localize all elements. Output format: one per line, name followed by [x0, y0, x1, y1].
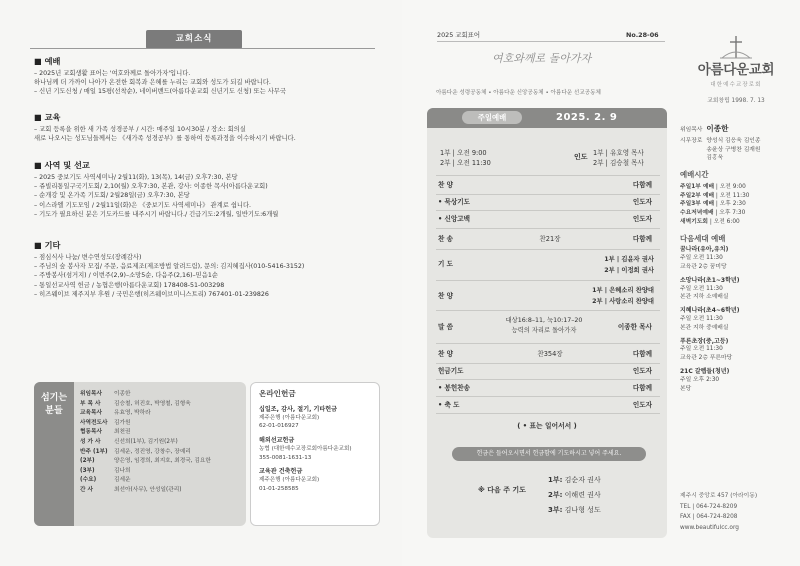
divider [436, 396, 660, 397]
news-line: 하나님께 더 가까이 나아가 온전한 회복과 은혜를 누리는 교회와 성도가 되길 바랍니다. [34, 78, 271, 86]
offering-notice: 헌금은 들어오시면서 헌금함에 기도하시고 넣어 주세요. [452, 447, 646, 461]
section-title: ■ 사역 및 선교 [34, 160, 90, 170]
address: 제주시 중앙로 457 (아라이동) [680, 493, 758, 499]
service-row: 새벽기도회 | 오전 6:00 [680, 219, 740, 225]
staff-row: 성 가 사 신선희(1부), 김기원(2부) [80, 438, 178, 445]
divider [436, 280, 660, 281]
service-leaders: 1부 | 유호영 목사 2부 | 김승철 목사 [593, 149, 644, 167]
list-item: 2부: 이해련 권사 [548, 491, 601, 499]
divider [436, 175, 660, 176]
prayer-leaders: 1부 | 김윤자 권사 2부 | 이정희 권사 [604, 256, 654, 274]
choir-list: 1부 | 은혜소리 찬양대 2부 | 사랑소리 찬양대 [592, 287, 654, 305]
news-line: – 이스라엘 기도모임 / 2월11일(화)은 《중보기도 사역세미나》 관계로 쉽니다. [34, 201, 252, 209]
next-gen-item: 지혜나라(초4~6학년) 주일 오전 11:30 본관 지하 중예배실 [680, 307, 740, 331]
staff-row: 반주 (1부) 김세운, 정진영, 강창수, 장예리 [80, 448, 191, 455]
leader-label: 인도 [574, 153, 588, 161]
service-times-title: 예배시간 [680, 170, 709, 180]
worship-date: 2025. 2. 9 [556, 112, 618, 123]
next-gen-item: 21C 갈렙들(청년) 주일 오후 2:30 본당 [680, 367, 730, 392]
standing-note: ( • 표는 일어서서 ) [517, 422, 577, 430]
slogan: 여호와께로 돌아가자 [492, 52, 592, 65]
news-line: – 신년 기도신청 / 매일 15평(선착순), 네이버밴드(아름다운교회 신년기도 신청) 또는 사무국 [34, 88, 286, 96]
news-line: – 주님의 숲 봉사자 모집/ 주문, 음료제조(제조방법 알려드림), 문의: 김지혜집사(010-5416-3152) [34, 262, 305, 270]
news-line: – 순개강 및 온가족 기도회/ 2월28일(금) 오후7:30, 본당 [34, 192, 190, 200]
staff-row: 교육목사 유효영, 박하라 [80, 410, 151, 417]
divider [436, 210, 660, 211]
news-line: – 교회 등록을 위한 새 가족 성경공부 / 시간: 매주일 10시30분 / 장소: 회의실 [34, 125, 246, 133]
section-worship [34, 56, 384, 97]
next-week-prayer-list [548, 473, 601, 518]
news-line: – 히즈웨이브 제주지부 후원 / 국민은행(히즈웨이브미니스트리) 767401-01-239826 [34, 290, 269, 298]
divider [30, 48, 375, 49]
divider [437, 41, 665, 42]
sermon-info: 대상16:8–11, 눅10:17–20 능력의 자리로 돌아가자 [505, 317, 583, 334]
worship-title: 주일예배 [462, 111, 522, 124]
divider [436, 249, 660, 250]
news-line: – 점심식사 나눔/ 변수연성도(장례감사) [34, 253, 142, 261]
offering-block: 교육관 건축헌금 제주은행 (아름다운교회) 01-01-258585 [259, 468, 320, 492]
church-name: 아름다운교회 [697, 62, 775, 78]
elders-row: 시무장로 양성식 김응욱 김인종 송윤상 구병찬 김재원 김홍욱 [680, 137, 761, 162]
service-times: 1부 | 오전 9:00 2부 | 오전 11:30 [440, 149, 491, 167]
fax: FAX | 064-724-8208 [680, 514, 738, 521]
news-line: – 통일선교사역 헌금 / 농협은행(아름다운교회) 178408-51-003298 [34, 281, 225, 289]
staff-row: 부 목 사 김승철, 허진호, 박영철, 김형욱 [80, 400, 191, 407]
list-item: 3부: 김나형 성도 [548, 506, 601, 514]
service-row: 수요저녁예배 | 오후 7:30 [680, 210, 746, 217]
section-title: ■ 기타 [34, 240, 61, 250]
year-motto-label: 2025 교회표어 [437, 31, 480, 39]
section-ministry [34, 160, 384, 219]
news-line: – 2025 중보기도 사역세미나/ 2월11(화), 13(목), 14(금) 오후7:30, 본당 [34, 173, 238, 181]
website-link[interactable]: www.beautifulcc.org [680, 524, 739, 531]
next-gen-title: 다음세대 예배 [680, 233, 726, 243]
next-gen-item: 푸른초장(중,고등) 주일 오전 11:30 교육관 2층 푸른마당 [680, 337, 733, 362]
next-week-prayer-label: ※ 다음 주 기도 [478, 486, 526, 494]
online-offering-box [250, 382, 380, 526]
divider [436, 363, 660, 364]
news-line: – 쥬빌리통일구국기도회/ 2,10(월) 오후7:30, 본관, 강사: 이종한 목사(아름다운교회) [34, 182, 268, 190]
denomination: 대한예수교장로회 [710, 82, 762, 88]
section-etc [34, 240, 384, 299]
staff-row: 사역전도사 김가원 [80, 419, 131, 426]
founded-date: 교회창립 1998. 7. 13 [707, 98, 765, 104]
divider [436, 413, 660, 414]
news-line: – 2025년 교회생활 표어는 '여호와께로 돌아가자'입니다. [34, 69, 191, 77]
news-line: – 기도가 필요하신 분은 기도카드를 내주시기 바랍니다./ 긴급기도:2개월, 일반기도:6개월 [34, 210, 279, 218]
church-contact [680, 491, 757, 533]
news-line: – 주방봉사(섬거지) / 이번주(2,9)–소망5순, 다음주(2,16)–믿음1순 [34, 272, 218, 280]
church-info-column [680, 124, 790, 398]
issue-number: No.28-06 [626, 31, 659, 39]
staff-list [80, 390, 244, 496]
section-title: ■ 교육 [34, 112, 61, 122]
staff-row: (수요) 김세운 [80, 477, 131, 484]
divider [436, 343, 660, 344]
section-title: ■ 예배 [34, 56, 61, 66]
offering-block: 십일조, 감사, 절기, 기타헌금 제주은행 (아름다운교회) 62-01-016927 [259, 405, 338, 430]
offering-block: 해외선교헌금 농협 (대한예수교장로회아름다운교회) 355-0081-1631-13 [259, 437, 352, 461]
staff-row: 간 사 최선아(사무), 안성일(관리) [80, 486, 182, 493]
service-row: 주일3부 예배 | 오후 2:30 [680, 201, 746, 208]
staff-row: 협동목사 최천권 [80, 429, 131, 436]
next-gen-item: 꿈나라(유아,유치) 주일 오전 11:30 교육관 2층 꿈미당 [680, 246, 729, 271]
online-offering-title: 온라인헌금 [259, 389, 296, 398]
next-gen-item: 소망나라(초1~3학년) 주일 오전 11:30 본관 지하 소예배실 [680, 276, 740, 301]
phone: TEL | 064-724-8209 [680, 503, 738, 510]
staff-title: 섬기는 분들 [40, 393, 68, 416]
church-logo-icon [718, 34, 754, 60]
pastor-row: 위임목사 이종한 [680, 124, 729, 133]
news-banner: 교회소식 [146, 30, 242, 49]
divider [436, 194, 660, 195]
news-line: 새로 나오시는 성도님들께서는 《새가족 성경공부》를 통하여 등록과정을 이수하시기 바랍니다. [34, 134, 296, 142]
staff-row: (2부) 양은영, 임경희, 최지호, 최경국, 김요한 [80, 458, 211, 465]
divider [436, 379, 660, 380]
staff-row: 위임목사 이종한 [80, 391, 131, 397]
staff-row: (3부) 김나희 [80, 467, 131, 474]
section-education [34, 112, 384, 143]
divider [436, 310, 660, 311]
tagline: 아름다운 성령공동체 • 아름다운 신앙공동체 • 아름다운 선교공동체 [436, 90, 601, 96]
list-item: 1부: 김순자 권사 [548, 476, 601, 484]
divider [436, 228, 660, 229]
service-row: 주일1부 예배 | 오전 9:00 [680, 183, 746, 190]
service-row: 주일2부 예배 | 오전 11:30 [680, 192, 750, 199]
